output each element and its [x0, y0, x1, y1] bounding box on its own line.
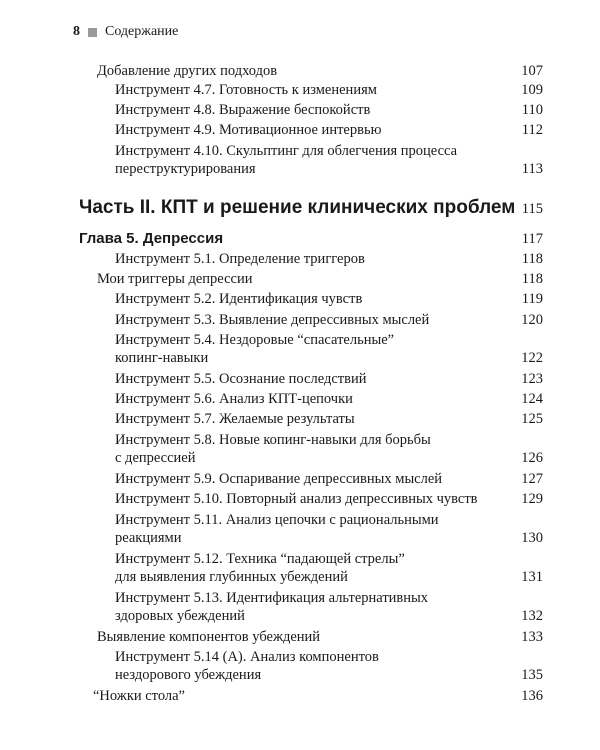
toc-entry-tool [115, 431, 431, 467]
toc-entry-title: Инструмент 4.9. Мотивационное интервью [115, 122, 382, 138]
toc-entry-title: Инструмент 5.7. Желаемые результаты [115, 411, 355, 427]
toc-entry-tool [115, 470, 442, 488]
toc-entry-tool [115, 550, 405, 586]
toc-entry-tool [115, 331, 394, 367]
toc-page-number: 122 [521, 350, 543, 366]
toc-page-number: 127 [521, 471, 543, 487]
toc-entry-title: Инструмент 5.5. Осознание последствий [115, 371, 367, 387]
toc-page-number: 112 [521, 122, 543, 138]
toc-entry-title: Инструмент 5.2. Идентификация чувств [115, 291, 363, 307]
toc-entry-title-line2: копинг-навыки [115, 350, 209, 366]
toc-entry-title-line1: Инструмент 5.13. Идентификация альтернативных [115, 590, 429, 606]
toc-entry-section [97, 628, 320, 646]
running-header [73, 24, 178, 40]
toc-entry-title-line1: Инструмент 5.14 (А). Анализ компонентов [115, 649, 379, 665]
toc-page-number: 126 [521, 450, 543, 466]
toc-page-number: 125 [521, 411, 543, 427]
toc-entry-tool [115, 81, 377, 99]
toc-page-number: 107 [521, 63, 543, 79]
toc-page-number: 110 [521, 102, 543, 118]
toc-entry-title-line2: реакциями [115, 530, 182, 546]
toc-page-number: 132 [521, 608, 543, 624]
toc-page-number: 120 [521, 312, 543, 328]
toc-entry-title-line2: для выявления глубинных убеждений [115, 569, 348, 585]
toc-page-number: 135 [521, 667, 543, 683]
toc-entry-title-line1: Инструмент 5.8. Новые копинг-навыки для борьбы [115, 432, 431, 448]
toc-entry-title: Инструмент 5.6. Анализ КПТ-цепочки [115, 391, 353, 407]
toc-entry-title: Добавление других подходов [97, 63, 278, 79]
toc-entry-title-line2: здоровых убеждений [115, 608, 245, 624]
toc-entry-title-line2: переструктурирования [115, 161, 256, 177]
toc-entry-tool [115, 511, 439, 547]
toc-page-number: 123 [521, 371, 543, 387]
toc-entry-tool [115, 370, 366, 388]
toc-entry-tool [115, 290, 362, 308]
toc-entry-tool [115, 101, 370, 119]
toc-entry-title: Выявление компонентов убеждений [97, 629, 321, 645]
toc-entry-tool [115, 311, 429, 329]
toc-entry-title-line1: Инструмент 5.12. Техника “падающей стрелы” [115, 551, 405, 567]
toc-entry-title: Инструмент 4.8. Выражение беспокойств [115, 102, 371, 118]
square-bullet-icon [88, 28, 97, 37]
toc-entry-title: “Ножки стола” [93, 688, 185, 704]
toc-entry-title: Мои триггеры депрессии [97, 271, 253, 287]
toc-page-number: 133 [521, 629, 543, 645]
toc-page-number: 115 [521, 201, 543, 217]
toc-page-number: 129 [521, 491, 543, 507]
toc-entry-tool [115, 490, 478, 508]
toc-entry-tool [115, 589, 428, 625]
toc-part-heading: Часть II. КПТ и решение клинических проблем [79, 197, 516, 218]
toc-entry-tool [115, 390, 353, 408]
toc-chapter-heading: Глава 5. Депрессия [79, 230, 224, 247]
toc-entry-title-line2: с депрессией [115, 450, 196, 466]
section-title: Содержание [105, 24, 179, 39]
toc-entry-section [97, 62, 277, 80]
toc-entry-tool [115, 410, 355, 428]
toc-entry-title-line1: Инструмент 5.4. Нездоровые “спасательные” [115, 332, 395, 348]
toc-entry-title: Инструмент 5.1. Определение триггеров [115, 251, 365, 267]
toc-entry-section [93, 687, 185, 705]
toc-page-number: 124 [521, 391, 543, 407]
toc-page-number: 118 [521, 251, 543, 267]
toc-entry-tool [115, 142, 457, 178]
toc-page-number: 119 [521, 291, 543, 307]
toc-entry-title: Инструмент 5.3. Выявление депрессивных мыслей [115, 312, 430, 328]
toc-entry-tool [115, 648, 379, 684]
toc-entry-title: Инструмент 5.9. Оспаривание депрессивных мыслей [115, 471, 443, 487]
toc-entry-tool [115, 250, 365, 268]
toc-entry-title-line1: Инструмент 5.11. Анализ цепочки с рациональными [115, 512, 439, 528]
toc-entry-section [97, 270, 252, 288]
toc-page-number: 136 [521, 688, 543, 704]
toc-entry-title-line1: Инструмент 4.10. Скульптинг для облегчения процесса [115, 143, 458, 159]
toc-page-number: 113 [521, 161, 543, 177]
toc-entry-title-line2: нездорового убеждения [115, 667, 262, 683]
toc-entry-title: Инструмент 4.7. Готовность к изменениям [115, 82, 377, 98]
toc-page-number: 109 [521, 82, 543, 98]
page-number: 8 [73, 24, 80, 39]
toc-entry-tool [115, 121, 381, 139]
toc-entry-title: Инструмент 5.10. Повторный анализ депрессивных чувств [115, 491, 478, 507]
toc-page-number: 130 [521, 530, 543, 546]
toc-page-number: 118 [521, 271, 543, 287]
toc-page-number: 131 [521, 569, 543, 585]
toc-page-number: 117 [521, 231, 543, 247]
